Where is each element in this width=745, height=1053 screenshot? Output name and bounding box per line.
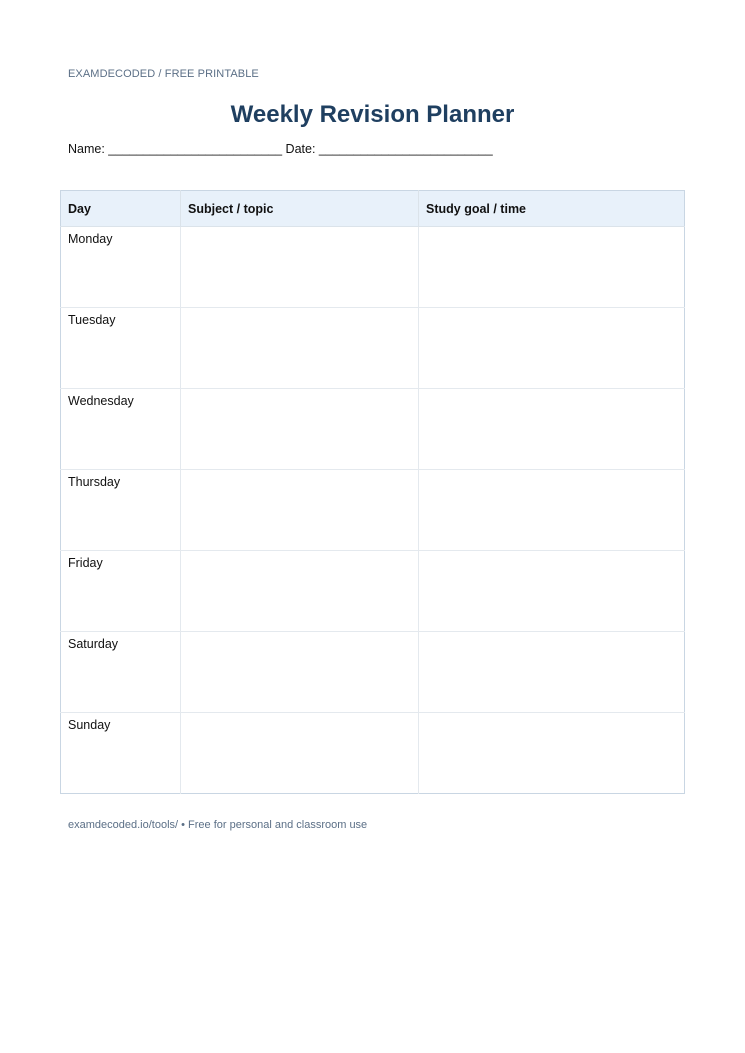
goal-cell	[419, 227, 685, 308]
day-cell: Sunday	[61, 713, 181, 794]
planner-table	[60, 190, 685, 794]
goal-cell	[419, 632, 685, 713]
day-cell: Monday	[61, 227, 181, 308]
footer-note: examdecoded.io/tools/ • Free for personal and classroom use	[68, 819, 368, 831]
table-row	[61, 389, 685, 470]
table-header-row	[61, 191, 685, 227]
goal-cell	[419, 551, 685, 632]
table-row	[61, 470, 685, 551]
column-header-subject: Subject / topic	[181, 191, 419, 227]
table-row	[61, 227, 685, 308]
day-cell: Saturday	[61, 632, 181, 713]
subject-cell	[181, 470, 419, 551]
subject-cell	[181, 308, 419, 389]
day-cell: Tuesday	[61, 308, 181, 389]
subject-cell	[181, 551, 419, 632]
page-title: Weekly Revision Planner	[230, 101, 515, 128]
goal-cell	[419, 713, 685, 794]
goal-cell	[419, 389, 685, 470]
table-row	[61, 713, 685, 794]
goal-cell	[419, 470, 685, 551]
subject-cell	[181, 713, 419, 794]
column-header-goal: Study goal / time	[419, 191, 685, 227]
table-row	[61, 308, 685, 389]
column-header-day: Day	[61, 191, 181, 227]
day-cell: Thursday	[61, 470, 181, 551]
subject-cell	[181, 227, 419, 308]
brand-label: EXAMDECODED / FREE PRINTABLE	[68, 68, 259, 80]
table-row	[61, 551, 685, 632]
name-date-line: Name: _________________________ Date: _________________________	[68, 142, 493, 156]
day-cell: Friday	[61, 551, 181, 632]
day-cell: Wednesday	[61, 389, 181, 470]
goal-cell	[419, 308, 685, 389]
table-row	[61, 632, 685, 713]
subject-cell	[181, 389, 419, 470]
subject-cell	[181, 632, 419, 713]
